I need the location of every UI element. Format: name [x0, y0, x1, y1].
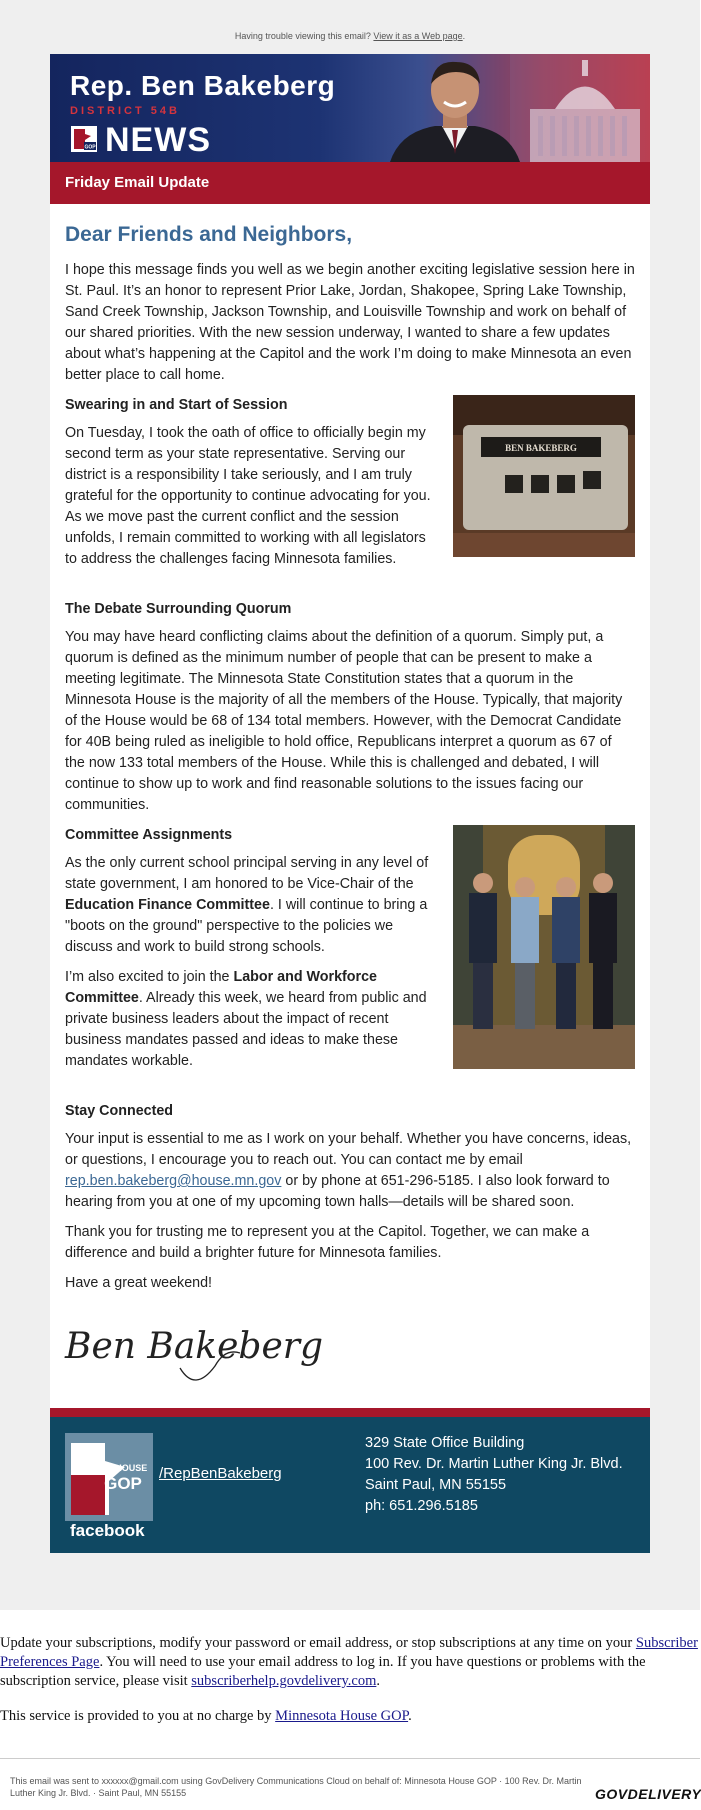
mn-house-gop-logo: [65, 1433, 153, 1521]
education-committee-name: Education Finance Committee: [65, 897, 270, 913]
banner-district: DISTRICT 54B: [70, 105, 180, 117]
facebook-label: facebook: [70, 1521, 145, 1540]
phone-number: ph: 651.296.5185: [365, 1498, 478, 1514]
help-link[interactable]: subscriberhelp.govdelivery.com: [191, 1673, 377, 1689]
connected-paragraph-2: Thank you for trusting me to represent you at the Capitol. Together, we can make a difference and build a brighter future for Minnesota families.: [65, 1224, 590, 1261]
greeting-heading: Dear Friends and Neighbors,: [65, 223, 353, 246]
intro-paragraph: I hope this message finds you well as we begin another exciting legislative session here in St. Paul. It’s an honor to represent Prior Lake, Jordan, Shakopee, Spring Lake Township, Sand Creek Township, Jackson Township, and Louisville Township and work on behalf of our shared priorities. With the new session underway, I wanted to share a few updates about what’s happening at the Capitol and the work I’m doing to make Minnesota an even better place to call home.: [65, 262, 635, 383]
signature-text: Ben Bakeberg: [65, 1326, 324, 1367]
address-line-2: 100 Rev. Dr. Martin Luther King Jr. Blvd.: [365, 1456, 623, 1472]
nameplate-text: BEN BAKEBERG: [505, 443, 577, 453]
mn-gop-logo: [71, 126, 97, 152]
friday-update-bar: Friday Email Update: [50, 162, 650, 204]
subscription-paragraph: Update your subscriptions, modify your password or email address, or stop subscriptions at any time on your Subscriber Preferences Page. You will need to use your email address to log in. If you have questions or problems with the subscription service, please visit subscriberhelp.govdelivery.com.: [0, 1635, 698, 1689]
email-container: [50, 54, 650, 1553]
banner-title: Rep. Ben Bakeberg: [70, 70, 336, 101]
labor-committee-name: Labor and Workforce Committee: [65, 969, 378, 1006]
house-gop-link[interactable]: Minnesota House GOP: [275, 1708, 409, 1724]
nameplate-photo: [453, 395, 635, 557]
office-address: [365, 1433, 623, 1517]
signature-image: [65, 1308, 324, 1398]
section-committees: [65, 825, 635, 1081]
newsletter-banner: [50, 54, 650, 162]
group-photo: [453, 825, 635, 1069]
closing-line: Have a great weekend!: [65, 1275, 213, 1291]
contact-footer: [50, 1408, 650, 1553]
trouble-text: Having trouble viewing this email?: [234, 31, 371, 41]
representative-portrait: [380, 54, 530, 162]
address-line-3: Saint Paul, MN 55155: [365, 1477, 507, 1493]
signature: [65, 1308, 635, 1398]
section-heading: Swearing in and Start of Session: [65, 397, 288, 413]
govdelivery-logo: [595, 1786, 701, 1802]
logo-mnhouse-text: MN HOUSE: [98, 1463, 148, 1473]
capitol-image: [510, 54, 650, 162]
facebook-link[interactable]: /RepBenBakeberg: [159, 1465, 282, 1482]
view-online-bar: Having trouble viewing this email? View it as a Web page.: [234, 31, 466, 41]
connected-paragraph-1: Your input is essential to me as I work on your behalf. Whether you have concerns, ideas, or questions, I encourage you to reach out. You can contact me by email rep.ben.bakeberg@house.mn.gov or by phone at 651-296-5185. I also look forward to hearing from you at one of my upcoming town halls—details will be shared soon.: [65, 1131, 632, 1210]
section-heading-committees: Committee Assignments: [65, 827, 233, 843]
email-body: [50, 204, 650, 1398]
committee-paragraph-2: I’m also excited to join the Labor and Workforce Committee. Already this week, we heard from public and private business leaders about the impact of recent business mandates passed and ideas to make these mandates workable.: [65, 969, 427, 1069]
section-heading-connected: Stay Connected: [65, 1103, 174, 1119]
committee-paragraph-1: As the only current school principal serving in any level of state government, I am honored to be Vice-Chair of the Education Finance Committee. I will continue to bring a "boots on the ground" perspective to the policies we discuss and work to build strong schools.: [65, 855, 429, 955]
quorum-paragraph: You may have heard conflicting claims about the definition of a quorum. Simply put, a quorum is defined as the minimum number of people that can be present to make a meeting legitimate. The Minnesota State Constitution states that a quorum in the Minnesota House is the majority of all the members of the House. Typically, that majority of the House would be 68 of 134 total members. However, with the Democrat Candidate for 40B being ruled as ineligible to hold office, Republicans interpret a quorum as 67 of the now 133 total members of the House. While this is challenged and debated, I will continue to show up to work and find reasonable solutions to the issues facing our communities.: [65, 629, 623, 813]
email-link[interactable]: rep.ben.bakeberg@house.mn.gov: [65, 1173, 282, 1189]
logo-gop-text-footer: GOP: [104, 1474, 142, 1493]
service-paragraph: This service is provided to you at no charge by Minnesota House GOP.: [0, 1708, 412, 1724]
sent-notice: This email was sent to xxxxxx@gmail.com using GovDelivery Communications Cloud on behalf of: Minnesota House GOP · 100 Rev. Dr. Martin Luther King Jr. Blvd. · Saint Paul, MN 55155: [10, 1776, 582, 1798]
logo-gop-text: GOP: [84, 144, 96, 151]
govdelivery-text: GOVDELIVERY: [595, 1786, 701, 1802]
section-heading-quorum: The Debate Surrounding Quorum: [65, 601, 292, 617]
subscription-info: [0, 1634, 700, 1742]
divider: [0, 1758, 700, 1759]
banner-news: NEWS: [105, 121, 211, 159]
preferences-link[interactable]: Subscriber Preferences Page: [0, 1635, 698, 1670]
web-page-link[interactable]: View it as a Web page: [373, 31, 463, 41]
address-line-1: 329 State Office Building: [365, 1435, 525, 1451]
section-paragraph: On Tuesday, I took the oath of office to officially begin my second term as your state representative. Serving our district is a responsibility I take seriously, and I am truly grateful for the opportunity to continue advocating for you. As we move past the current conflict and the session unfolds, I remain committed to working with all legislators to address the challenges facing Minnesota families.: [65, 425, 431, 567]
section-swearing-in: [65, 395, 635, 579]
